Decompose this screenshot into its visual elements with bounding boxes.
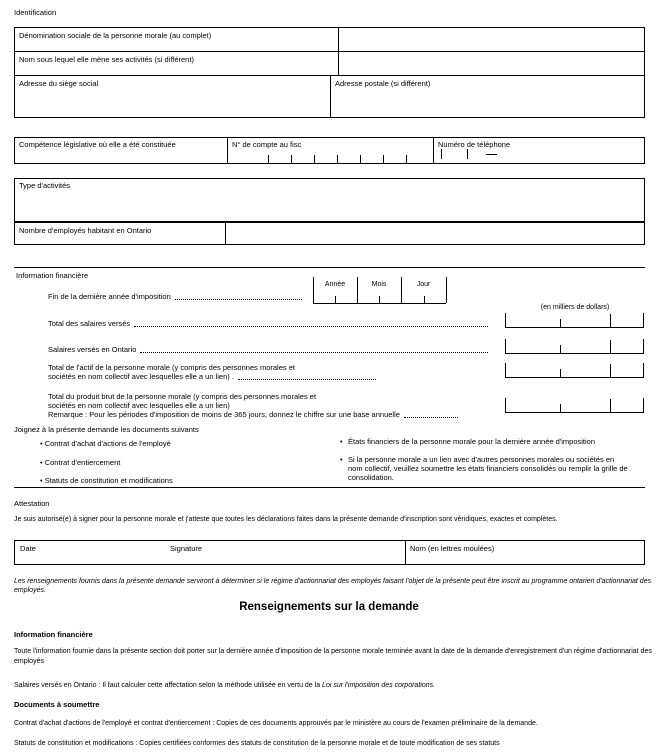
jour-header: Jour — [416, 281, 431, 288]
documents-note-2: Statuts de constitution et modifications : Copies certifiées conformes des statuts de constitution de la personne morale et de toute modification de ses statuts — [14, 740, 500, 747]
denomination-input-area[interactable] — [339, 28, 644, 50]
dot-leader — [134, 326, 488, 327]
salaires-ontario-note: Salaires versés en Ontario : Il faut calculer cette affectation selon la méthode utilisée en vertu de la Loi sur l'imposition des corporations. — [14, 682, 436, 689]
document-item: • Statuts de constitution et modifications — [40, 476, 173, 485]
nom-input-area[interactable] — [406, 553, 644, 564]
compte-fisc-input-area[interactable] — [228, 150, 432, 163]
thousands-tick — [560, 404, 561, 412]
nombre-employes-label: Nombre d'employés habitant en Ontario — [19, 226, 152, 235]
document-item: • Si la personne morale a un lien avec d'autres personnes morales ou sociétés en nom collectif, veuillez soumettre les états financiers consolidés ou remplir la grille de consolidation. — [340, 455, 628, 482]
competence-input-area[interactable] — [15, 150, 225, 163]
annee-header: Année — [324, 281, 346, 288]
thousands-tick — [610, 364, 611, 377]
nombre-employes-input-area[interactable] — [226, 223, 644, 244]
date-label: Date — [20, 544, 36, 553]
dot-leader — [238, 379, 376, 380]
attestation-title: Attestation — [14, 499, 50, 508]
bullet-marker: • — [340, 437, 343, 446]
produit-remarque: Remarque : Pour les périodes d'imposition de moins de 365 jours, donnez le chiffre sur une base annuelle — [48, 410, 400, 419]
identification-section-title: Identification — [14, 8, 57, 17]
adresse-postale-input-area[interactable] — [331, 90, 644, 117]
signature-input-area[interactable] — [210, 544, 404, 564]
type-activites-input-area[interactable] — [15, 192, 644, 221]
salaires-ontario-label: Salaires versés en Ontario — [48, 345, 137, 354]
amount-box-total-salaires[interactable] — [505, 313, 644, 328]
nom-usage-label: Nom sous lequel elle mène ses activités (si différent) — [19, 55, 194, 64]
type-activites-label: Type d'activités — [19, 181, 71, 190]
produit-label-line1: Total du produit brut de la personne morale (y compris des personnes morales et — [48, 392, 317, 401]
mois-header: Mois — [371, 281, 387, 288]
date-fin-annee-input-area[interactable] — [314, 289, 445, 302]
adresse-siege-label: Adresse du siège social — [19, 79, 99, 88]
denomination-label: Dénomination sociale de la personne morale (au complet) — [19, 31, 212, 40]
thousands-tick — [560, 369, 561, 377]
compte-fisc-label: N° de compte au fisc — [232, 140, 302, 149]
documents-note-1: Contrat d'achat d'actions de l'employé et contrat d'entiercement : Copies de ces documents approuvés par le ministère au cours de l'examen préliminaire de la demande. — [14, 720, 538, 727]
info-financiere-text: Toute l'information fournie dans la présente section doit porter sur la dernière année d'imposition de la personne morale terminée avant la date de la demande d'enregistrement d'un régime d'actionnariat des employés — [14, 648, 652, 665]
amount-box-produit-brut[interactable] — [505, 398, 644, 413]
amount-box-total-actif[interactable] — [505, 363, 644, 378]
dot-leader — [175, 299, 302, 300]
document-item: • Contrat d'achat d'actions de l'employé — [40, 439, 171, 448]
fin-annee-label: Fin de la dernière année d'imposition — [48, 292, 171, 301]
actif-label-line2: sociétés en nom collectif avec lesquelles elle a un lien) . — [48, 372, 234, 381]
document-item: • Contrat d'entiercement — [40, 458, 121, 467]
nom-label: Nom (en lettres moulées) — [410, 544, 495, 553]
thousands-tick — [610, 399, 611, 412]
information-financiere-title: Information financière — [16, 271, 89, 280]
amount-box-salaires-ontario[interactable] — [505, 339, 644, 354]
bullet-marker: • — [340, 455, 343, 464]
telephone-input-area[interactable] — [434, 150, 644, 163]
adresse-siege-input-area[interactable] — [15, 90, 329, 117]
documents-subtitle: Documents à soumettre — [14, 700, 100, 709]
adresse-postale-label: Adresse postale (si différent) — [335, 79, 431, 88]
nom-usage-input-area[interactable] — [339, 52, 644, 74]
info-section-heading: Renseignements sur la demande — [239, 601, 419, 613]
bullet-marker: • — [40, 439, 45, 448]
competence-label: Compétence législative où elle a été constituée — [19, 140, 176, 149]
thousands-tick — [560, 345, 561, 353]
actif-label-line1: Total de l'actif de la personne morale (y compris des personnes morales et — [48, 363, 295, 372]
thousands-tick — [610, 314, 611, 327]
total-salaires-label: Total des salaires versés — [48, 319, 131, 328]
bullet-marker: • — [40, 458, 45, 467]
date-input-area[interactable] — [15, 552, 165, 564]
attestation-statement: Je suis autorisé(e) à signer pour la personne morale et j'atteste que toutes les déclarations faites dans la présente demande d'inscription sont véridiques, exactes et complètes. — [14, 516, 558, 523]
dot-leader — [140, 352, 488, 353]
telephone-label: Numéro de téléphone — [438, 140, 511, 149]
info-financiere-subtitle: Information financière — [14, 630, 93, 639]
section-divider — [14, 267, 645, 268]
section-divider — [14, 487, 645, 488]
dot-leader — [404, 417, 458, 418]
signature-label: Signature — [170, 544, 203, 553]
documents-intro: Joignez à la présente demande les documents suivants — [14, 425, 199, 434]
thousands-tick — [560, 319, 561, 327]
produit-label-line2: sociétés en nom collectif avec lesquelles elle a un lien) — [48, 401, 230, 410]
document-item: • États financiers de la personne morale pour la dernière année d'imposition — [340, 437, 595, 446]
bullet-marker: • — [40, 476, 45, 485]
thousands-tick — [610, 340, 611, 353]
unit-note: (en milliers de dollars) — [540, 304, 610, 311]
privacy-note: Les renseignements fournis dans la présente demande serviront à déterminer si le régime d'actionnariat des employés faisant l'objet de la présente peut être inscrit au programme ontarien d'actionnariat des employés. — [14, 578, 652, 594]
law-title: Loi sur l'imposition des corporations. — [322, 682, 436, 689]
